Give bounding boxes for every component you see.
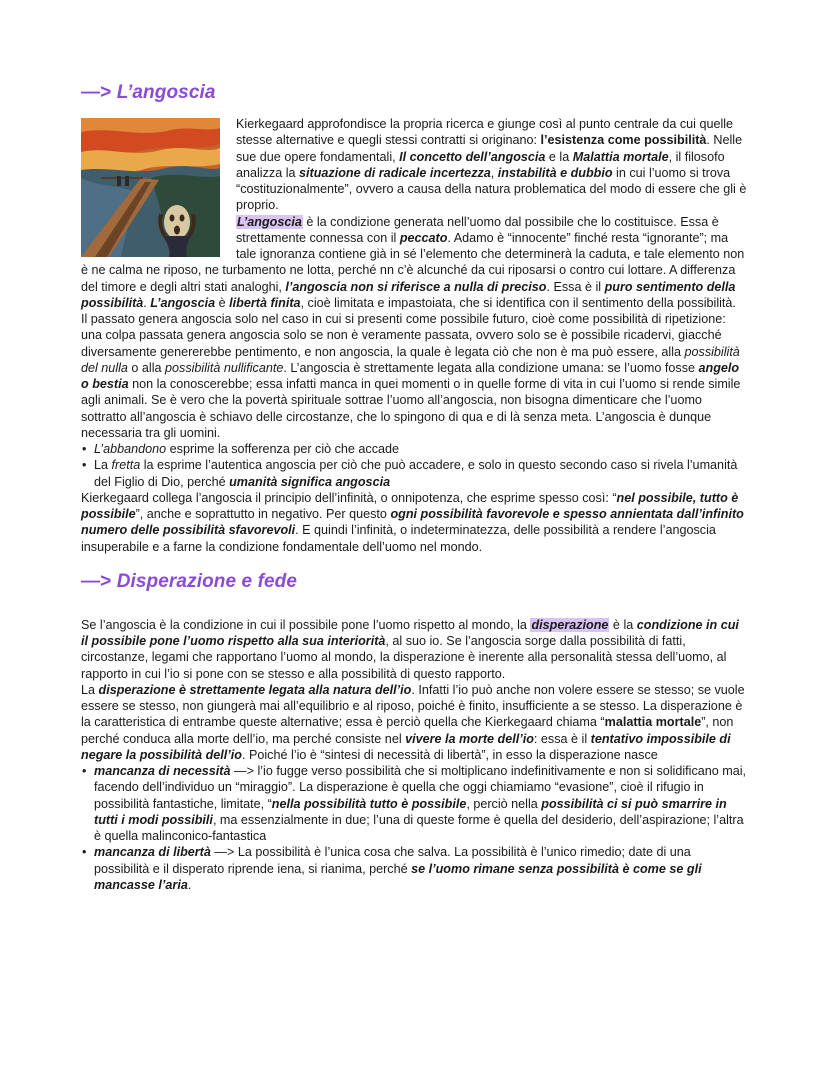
emphasis-run: nella possibilità tutto è possibile: [271, 796, 467, 811]
heading-text: L’angoscia: [116, 82, 216, 103]
arrow-glyph: —>: [81, 570, 112, 592]
text-run: è la condizione generata nell’uomo dal possibile che lo costituisce. Essa è strettamente connessa con il: [236, 214, 719, 245]
emphasis-run: umanità significa angoscia: [229, 474, 391, 489]
text-run: . Nelle sue due opere fondamentali,: [236, 133, 743, 164]
emphasis-run: disperazione è strettamente legata alla natura dell’io: [98, 682, 412, 697]
list-item: [81, 457, 748, 490]
text-run: , ma essenzialmente in due; l’una di queste forme è quella del desiderio, dell’aspirazione; l’altra è quella malinconico-fantastica: [94, 812, 744, 843]
text-run: o alla: [127, 360, 166, 375]
list-item: [81, 441, 748, 457]
emphasis-run: condizione in cui il possibile pone l’uomo rispetto alla sua interiorità: [81, 617, 739, 648]
emphasis-run: peccato: [399, 230, 448, 245]
emphasis-run: Malattia mortale: [572, 149, 669, 164]
highlighted-term: L’angoscia: [237, 214, 302, 229]
emphasis-run: tentativo impossibile di negare la possibilità dell’io: [81, 731, 731, 762]
section-heading-disperazione: [81, 571, 748, 593]
emphasis-run: instabilità e dubbio: [497, 165, 613, 180]
text-run: . Infatti l’io può anche non volere essere se stesso; se vuole essere se stesso, non giungerà mai all’equilibrio e al riposo, poiché è finito, insufficiente a se stesso. La disperazione è la caratteristica di entrambe queste alternative; essa è perciò quella che Kierkegaard chiama “: [81, 682, 745, 730]
emphasis-run: possibilità nullificante: [165, 360, 284, 375]
text-run: La: [94, 458, 112, 473]
paragraph-angoscia-3: [81, 311, 748, 441]
emphasis-run: se l’uomo rimane senza possibilità è come se gli mancasse l’aria: [94, 861, 702, 892]
emphasis-run: l’angoscia non si riferisce a nulla di preciso: [285, 279, 547, 294]
emphasis-run: fretta: [111, 458, 141, 473]
text-run: Kierkegaard approfondisce la propria ricerca e giunge così al punto centrale da cui quelle stesse alternative e quegli stessi contratti si originano:: [236, 117, 734, 148]
text-run: , cioè limitata e impastoiata, che si identifica con il sentimento della possibilità.: [300, 295, 736, 310]
paragraph-disperazione-1: [81, 617, 748, 682]
heading-text: Disperazione e fede: [116, 570, 298, 592]
bullet-list-angoscia: [81, 441, 748, 490]
emphasis-run: L’angoscia: [150, 295, 216, 310]
text-run: . E quindi l’infinità, o indeterminatezza, delle possibilità a rendere l’angoscia insuperabile e a farne la condizione fondamentale dell’uomo nel mondo.: [81, 523, 716, 554]
text-run: è la: [609, 617, 637, 632]
text-run: Se l’angoscia è la condizione in cui il possibile pone l’uomo rispetto al mondo, la: [81, 617, 531, 632]
text-run: non la conoscerebbe; essa infatti manca in quei momenti o in quelle forme di vita in cui l’uomo si rende simile agli animali. Se è vero che la povertà spirituale sottrae l’uomo all’angoscia, non bisogna dimenticare che l’uomo sottratto all’angoscia è schiavo delle circostanze, che lo spingono di qua e di là senza meta. L’angoscia è dunque necessaria tra gli uomini.: [81, 377, 741, 440]
emphasis-run: angelo o bestia: [81, 360, 740, 391]
list-item: [81, 844, 748, 893]
text-run: è: [215, 295, 230, 310]
emphasis-run: situazione di radicale incertezza: [299, 165, 491, 180]
text-run: esprime la sofferenza per ciò che accade: [166, 442, 400, 456]
paragraph-angoscia-4: [81, 490, 748, 555]
text-run: . Adamo è “innocente” finché resta “ignorante”; ma tale ignoranza contiene già in sé l’elemento che determinerà la caduta, e tale elemento non è ne calma ne riposo, ne turbamento ne lotta, perché nn c’è alcunché da cui riposarsi o contro cui lottare. A differenza del timore e degli altri stati analoghi,: [81, 230, 745, 294]
section-disperazione: [81, 571, 748, 893]
text-run: —> La possibilità è l’unica cosa che salva. La possibilità è l’unico rimedio; date di una possibilità e il disperato riprende iena, si rianima, perché: [94, 845, 691, 876]
text-run: ”, non perché conduca alla morte dell’io, ma perché consiste nel: [81, 715, 734, 746]
text-run: in cui l’uomo si trova “costituzionalmente”, ovvero a causa della natura problematica del modo di essere che gli è proprio.: [236, 165, 747, 213]
section-angoscia: [81, 82, 748, 555]
arrow-glyph: —>: [81, 82, 112, 103]
paragraph-disperazione-2: [81, 682, 748, 763]
highlighted-term: disperazione: [531, 617, 609, 632]
emphasis-run: malattia mortale: [604, 715, 702, 730]
emphasis-run: vivere la morte dell’io: [405, 731, 534, 746]
text-run: : essa è il: [533, 731, 591, 746]
text-run: , il filosofo analizza la: [236, 149, 725, 180]
text-run: , al suo io. Se l’angoscia sorge dalla possibilità di fatti, circostanze, legami che rapportano l’uomo al mondo, la disperazione è inerente alla personalità stessa dell’uomo, al rapporto in cui l’io si pone con se stesso e alla possibilità di questo rapporto.: [81, 634, 727, 681]
text-run: Kierkegaard collega l’angoscia il principio dell’infinità, o onnipotenza, che esprime spesso così: “: [81, 490, 617, 505]
intro-with-figure: [81, 116, 748, 311]
emphasis-run: puro sentimento della possibilità: [81, 279, 736, 310]
text-run: , perciò nella: [466, 796, 542, 811]
bullet-list-disperazione: [81, 763, 748, 893]
emphasis-run: L’abbandono: [94, 442, 167, 456]
emphasis-run: possibilità ci si può smarrire in tutti i modi possibili: [94, 796, 727, 827]
text-run: . Essa è il: [546, 279, 605, 294]
text-run: e la: [545, 149, 573, 164]
text-run: .: [187, 877, 192, 892]
text-run: —> l’io fugge verso possibilità che si moltiplicano indefinitivamente e non si solidificano mai, facendo dell’individuo un “miraggio”. La disperazione è quella che oggi chiamiamo “evasione”, cioè il rifugio in possibilità fantastiche, limitate, “: [94, 764, 747, 811]
text-run: ,: [490, 165, 498, 180]
emphasis-run: libertà finita: [229, 295, 301, 310]
emphasis-run: mancanza di necessità: [94, 764, 231, 778]
text-run: .: [143, 295, 151, 310]
scream-painting-icon: [81, 118, 220, 257]
section-heading-angoscia: [81, 82, 748, 104]
text-run: La: [81, 682, 99, 697]
text-run: ”, anche e soprattutto in negativo. Per questo: [135, 507, 391, 521]
emphasis-run: Il concetto dell’angoscia: [399, 149, 546, 164]
emphasis-run: possibilità del nulla: [81, 344, 740, 375]
emphasis-run: ogni possibilità favorevole e spesso annientata dall’infinito numero delle possibilità sfavorevoli: [81, 507, 744, 538]
text-run: la esprime l’autentica angoscia per ciò che può accadere, e solo in questo secondo caso si rivela l’umanità del Figlio di Dio, perché: [94, 458, 738, 489]
emphasis-run: nel possibile, tutto è possibile: [81, 490, 739, 521]
text-run: . Poiché l’io è “sintesi di necessità di libertà”, in esso la disperazione nasce: [241, 747, 658, 762]
text-run: Il passato genera angoscia solo nel caso in cui si presenti come possibile futuro, cioè come possibilità di ripetizione: una colpa passata genera angoscia solo se non è veramente passata, ovvero solo se è possibile ricadervi, giacché diversamente genererebbe pentimento, e non angoscia, la quale è legata ciò che non è ma può essere, alla: [81, 312, 726, 359]
emphasis-run: mancanza di libertà: [94, 845, 211, 860]
list-item: [81, 763, 748, 844]
text-run: . L’angoscia è strettamente legata alla condizione umana: se l’uomo fosse: [283, 360, 699, 375]
emphasis-run: l’esistenza come possibilità: [540, 133, 707, 148]
